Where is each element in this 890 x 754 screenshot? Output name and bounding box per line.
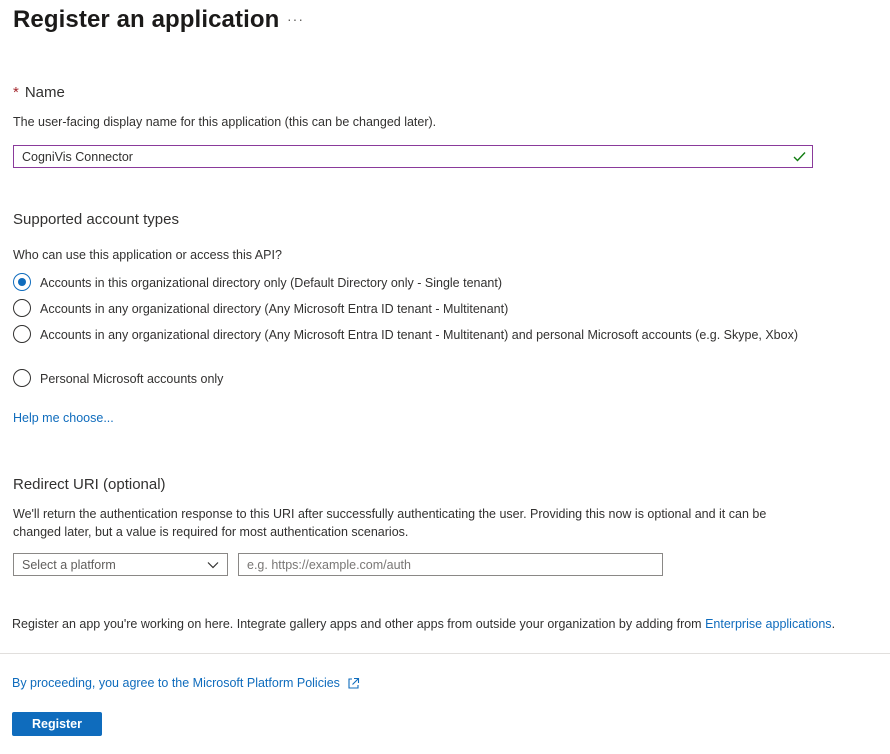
- account-option-multitenant-personal[interactable]: [13, 326, 800, 344]
- account-option-label: Accounts in this organizational directory only (Default Directory only - Single tenant): [40, 276, 503, 290]
- external-link-icon: [347, 677, 360, 690]
- redirect-uri-field[interactable]: [238, 553, 663, 576]
- platform-select[interactable]: [13, 553, 228, 576]
- account-option-multitenant[interactable]: [13, 300, 800, 318]
- account-option-label: Accounts in any organizational directory (Any Microsoft Entra ID tenant - Multitenant): [40, 302, 509, 316]
- page-title: Register an application: [13, 6, 280, 33]
- chevron-down-icon: [207, 561, 219, 569]
- divider: [0, 653, 890, 654]
- account-option-single-tenant[interactable]: [13, 274, 800, 292]
- help-me-choose-link[interactable]: Help me choose...: [13, 411, 114, 425]
- radio-button[interactable]: [13, 369, 31, 387]
- platform-select-value: Select a platform: [22, 557, 116, 572]
- enterprise-applications-link[interactable]: Enterprise applications: [705, 617, 832, 631]
- name-label-text: Name: [24, 84, 65, 101]
- account-types-heading: Supported account types: [13, 211, 179, 228]
- account-option-personal-only[interactable]: [13, 370, 800, 388]
- radio-button[interactable]: [13, 299, 31, 317]
- account-option-label: Personal Microsoft accounts only: [40, 372, 224, 386]
- name-label: [13, 84, 65, 101]
- name-description: The user-facing display name for this application (this can be changed later).: [13, 115, 437, 129]
- redirect-uri-input[interactable]: [239, 554, 662, 575]
- platform-policies-link[interactable]: [12, 676, 360, 690]
- account-option-label: Accounts in any organizational directory (Any Microsoft Entra ID tenant - Multitenant) and personal Microsoft accounts (e.g. Skype, Xbox): [40, 328, 798, 342]
- name-input[interactable]: [14, 146, 812, 167]
- account-types-question: Who can use this application or access this API?: [13, 248, 282, 262]
- redirect-uri-heading: Redirect URI (optional): [13, 476, 166, 493]
- radio-button-selected[interactable]: [13, 273, 31, 291]
- footer-note-end: .: [831, 617, 836, 631]
- required-marker: *: [13, 84, 19, 101]
- more-options-button[interactable]: ···: [287, 11, 304, 27]
- checkmark-icon: [793, 151, 806, 162]
- name-field[interactable]: [13, 145, 813, 168]
- register-button[interactable]: Register: [12, 712, 102, 736]
- footer-note: [12, 617, 835, 631]
- footer-note-text: Register an app you're working on here. Integrate gallery apps and other apps from outside your organization by adding from: [12, 617, 702, 631]
- redirect-uri-description: We'll return the authentication response to this URI after successfully authenticating the user. Providing this now is optional and it can be changed later, but a value is required for most authentication scenarios.: [13, 507, 767, 539]
- page-header: [13, 6, 279, 34]
- radio-button[interactable]: [13, 325, 31, 343]
- platform-policies-label: By proceeding, you agree to the Microsoft Platform Policies: [12, 676, 340, 690]
